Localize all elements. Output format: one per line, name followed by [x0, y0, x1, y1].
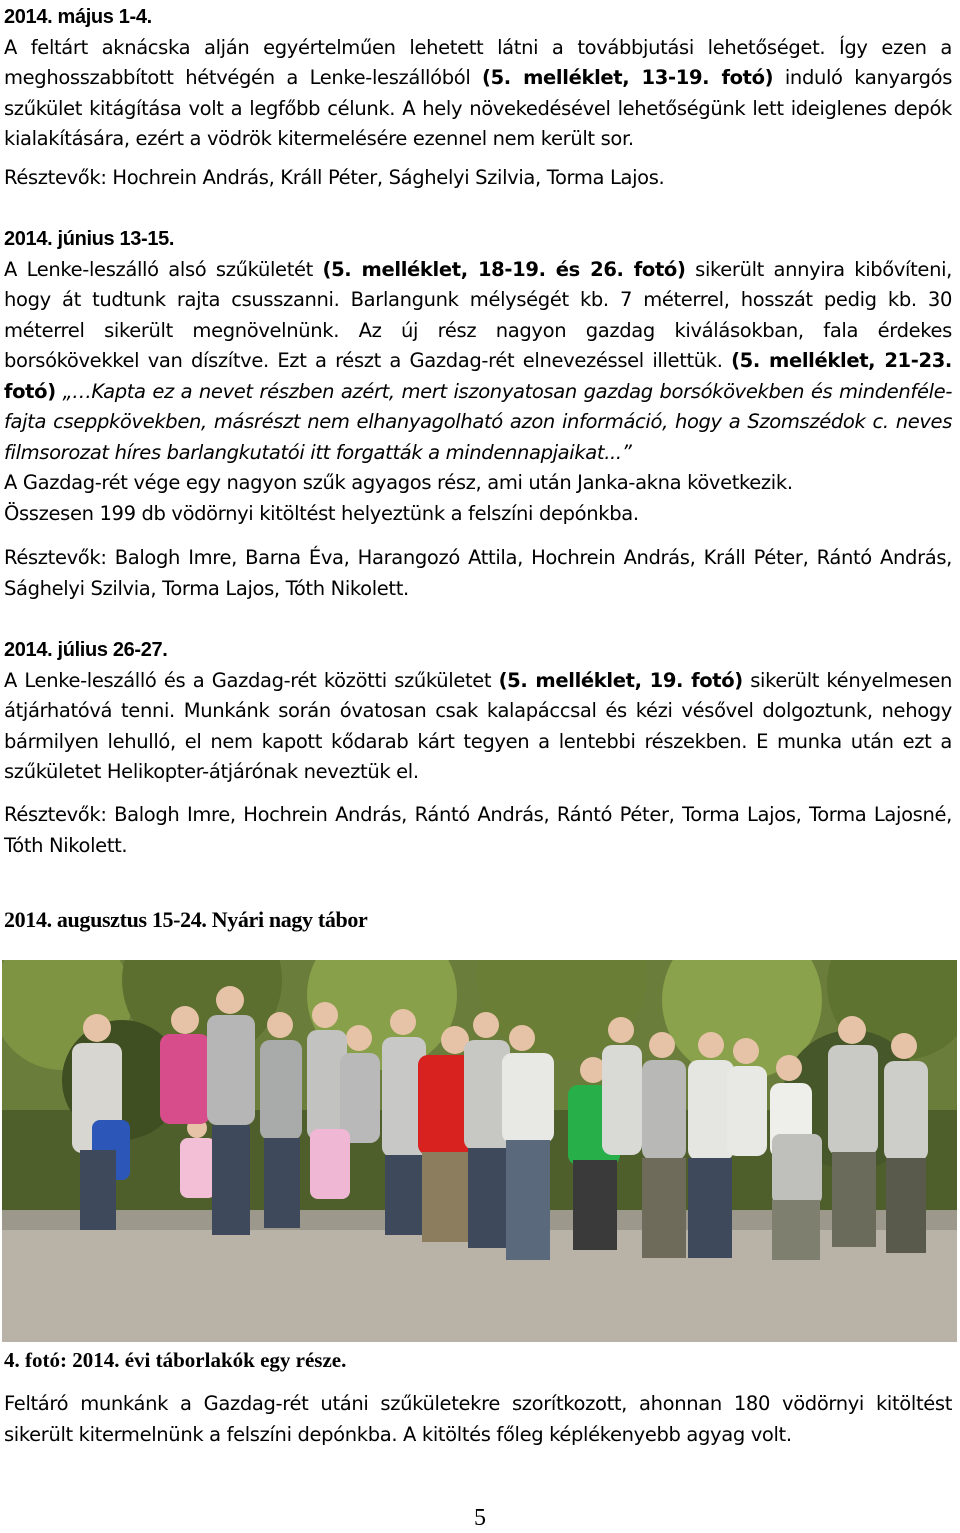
section-june: [4, 224, 952, 529]
date-heading: 2014. június 13-15.: [4, 228, 175, 250]
paragraph: A feltárt aknácska alján egyértelműen lehetett látni a továbbjutási lehetőséget. Így ezen a meghosszabbított hétvégén a Lenke-leszállóból (5. melléklet, 13-19. fotó) induló kanyargós szűkület kitágítása volt a legfőbb célunk. A hely növekedésével lehetőségünk lett ideiglenes depók kialakítására, ezért a vödrök kitermelésére ezennel nem került sor.: [4, 35, 953, 150]
paragraph-august: Feltáró munkánk a Gazdag-rét utáni szűkületekre szorítkozott, ahonnan 180 vödörnyi kitöltést sikerült kitermelnünk a felszíni depónkba. A kitöltés főleg képlékenyebb agyag volt.: [4, 1392, 952, 1446]
paragraph: A Lenke-leszálló és a Gazdag-rét közötti szűkületet (5. melléklet, 19. fotó) sikerült kényelmesen átjárhatóvá tenni. Munkánk során óvatosan csak kalapáccsal és kézi vésővel dolgoztunk, nehogy bármilyen lehulló, el nem kapott kődarab kárt tegyen a lentebbi részekben. E munka után ezt a szűkületet Helikopter-átjárónak neveztük el.: [4, 668, 953, 783]
paragraph: A Gazdag-rét vége egy nagyon szűk agyagos rész, ami után Janka-akna következik.: [4, 471, 793, 494]
paragraph: A Lenke-leszálló alsó szűkületét (5. melléklet, 18-19. és 26. fotó) sikerült annyira kibővíteni, hogy át tudtunk rajta csusszanni. Barlangunk mélységét kb. 7 méterrel, hosszát pedig kb. 30 méterrel sikerült megnövelnünk. Az új rész nagyon gazdag kiválásokban, fala érdekes borsókövekkel van díszítve. Ezt a részt a Gazdag-rét elnevezéssel illettük. (5. melléklet, 21-23. fotó) „…Kapta ez a nevet részben azért, mert iszonyatosan gazdag borsókövekben és mindenféle-fajta cseppkövekben, másrészt nem elhanyagolható azon információ, hogy a Szomszédok c. neves filmsorozat híres barlangkutatói itt forgatták a mindennapjaikat...”: [4, 257, 952, 464]
paragraph: Összesen 199 db vödörnyi kitöltést helyeztünk a felszíni depónkba.: [4, 501, 639, 525]
group-photo-illustration: [2, 960, 957, 1342]
participants-may: Résztevők: Hochrein András, Králl Péter, Sághelyi Szilvia, Torma Lajos.: [4, 166, 665, 189]
section-july: [4, 635, 952, 788]
photo-caption: 4. fotó: 2014. évi táborlakók egy része.: [4, 1348, 347, 1372]
date-heading: 2014. július 26-27.: [4, 639, 168, 661]
group-photo: [2, 960, 957, 1342]
participants-june: Résztevők: Balogh Imre, Barna Éva, Harangozó Attila, Hochrein András, Králl Péter, Rántó András, Sághelyi Szilvia, Torma Lajos, Tóth Nikolett.: [4, 546, 952, 600]
participants-july: Résztevők: Balogh Imre, Hochrein András, Rántó András, Rántó Péter, Torma Lajos, Torma Lajosné, Tóth Nikolett.: [4, 803, 952, 857]
date-heading-august: 2014. augusztus 15-24. Nyári nagy tábor: [4, 907, 368, 932]
page-number: 5: [474, 1505, 486, 1531]
section-may: [4, 2, 952, 155]
date-heading: 2014. május 1-4.: [4, 6, 152, 28]
